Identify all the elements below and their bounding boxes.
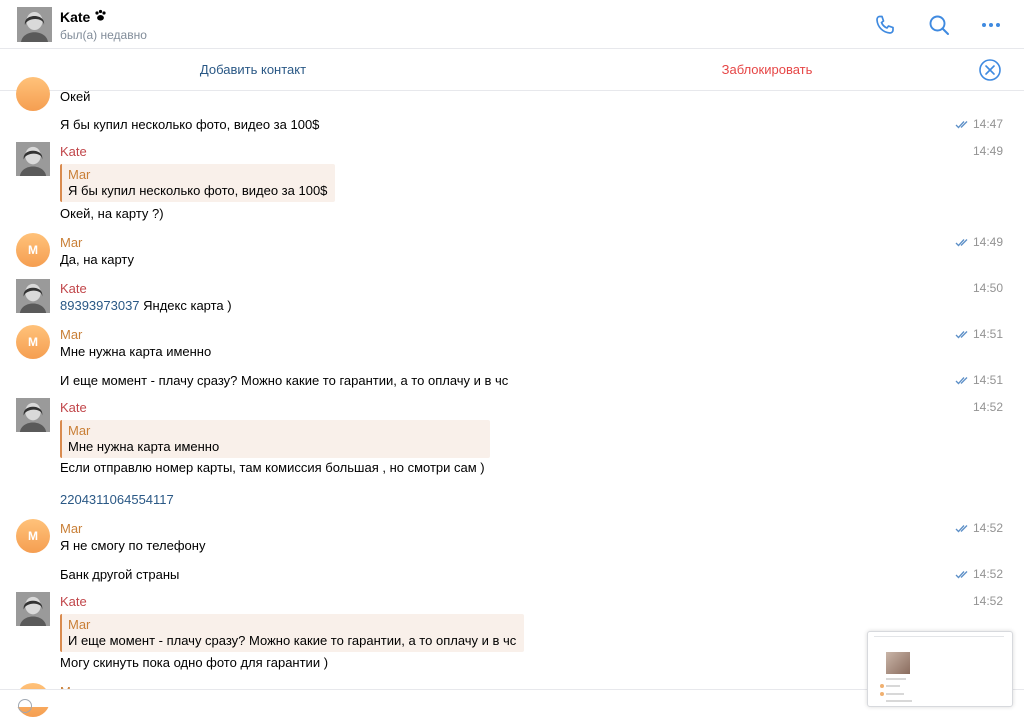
message-time <box>973 281 1003 295</box>
thumbnail-dot <box>880 684 884 688</box>
thumbnail-line <box>886 678 906 680</box>
message-author[interactable]: Kate <box>60 144 87 159</box>
quote-text: Я бы купил несколько фото, видео за 100$ <box>68 183 328 198</box>
thumbnail-line <box>886 685 900 687</box>
paw-icon <box>94 9 107 25</box>
message-time <box>973 400 1003 414</box>
message-time <box>955 567 1003 581</box>
message-text: Могу скинуть пока одно фото для гарантии ) <box>60 655 329 670</box>
avatar[interactable] <box>16 398 50 432</box>
double-check-icon <box>955 524 970 533</box>
thumbnail-dot <box>880 692 884 696</box>
message-text: И еще момент - плачу сразу? Можно какие то гарантии, а то оплачу и в чс <box>60 373 509 388</box>
contact-status: был(а) недавно <box>60 28 147 42</box>
contact-action-bar <box>0 49 1024 91</box>
avatar[interactable]: M <box>16 233 50 267</box>
block-button[interactable]: Заблокировать <box>721 62 813 77</box>
quote-text: Мне нужна карта именно <box>68 439 220 454</box>
avatar[interactable] <box>16 77 50 111</box>
quote-author: Mar <box>68 423 91 438</box>
reply-quote[interactable] <box>60 164 335 202</box>
add-contact-button[interactable]: Добавить контакт <box>199 62 307 77</box>
double-check-icon <box>955 120 970 129</box>
thumbnail-divider <box>874 636 1004 637</box>
double-check-icon <box>955 376 970 385</box>
message-text: Да, на карту <box>60 252 135 267</box>
card-number-link[interactable]: 2204311064554117 <box>60 492 174 507</box>
message-text: Мне нужна карта именно <box>60 344 212 359</box>
time-label: 14:49 <box>972 144 1003 158</box>
contact-name[interactable]: Kate <box>60 9 91 25</box>
avatar[interactable]: M <box>16 325 50 359</box>
message-author[interactable]: Kate <box>60 400 87 415</box>
message-time <box>955 235 1003 249</box>
message-text: Банк другой страны <box>60 567 180 582</box>
message-time <box>973 144 1003 158</box>
time-label: 14:51 <box>972 327 1003 341</box>
avatar[interactable] <box>16 279 50 313</box>
time-label: 14:47 <box>972 117 1003 131</box>
reply-quote[interactable] <box>60 420 490 458</box>
quote-author: Mar <box>68 617 91 632</box>
time-label: 14:50 <box>972 281 1003 295</box>
thumbnail-line <box>886 700 912 702</box>
time-label: 14:52 <box>972 400 1003 414</box>
phone-link[interactable]: 89393973037 <box>60 298 140 313</box>
time-label: 14:51 <box>972 373 1003 387</box>
message-text: Окей, на карту ?) <box>60 206 164 221</box>
message-time <box>955 373 1003 387</box>
contact-name-row[interactable] <box>60 9 107 25</box>
avatar[interactable]: M <box>16 519 50 553</box>
quote-text: И еще момент - плачу сразу? Можно какие то гарантии, а то оплачу и в чс <box>68 633 517 648</box>
quote-author: Mar <box>68 167 91 182</box>
phone-icon[interactable] <box>873 13 897 37</box>
attach-icon[interactable] <box>18 699 32 713</box>
message-text: Окей <box>60 89 91 104</box>
double-check-icon <box>955 238 970 247</box>
contact-avatar[interactable] <box>17 7 52 42</box>
message-text <box>60 298 232 313</box>
message-author[interactable]: Mar <box>60 235 83 250</box>
message-text: Я бы купил несколько фото, видео за 100$ <box>60 117 320 132</box>
search-icon[interactable] <box>927 13 951 37</box>
time-label: 14:52 <box>972 567 1003 581</box>
time-label: 14:52 <box>972 521 1003 535</box>
message-author[interactable]: Kate <box>60 594 87 609</box>
reply-quote[interactable] <box>60 614 524 652</box>
time-label: 14:52 <box>972 594 1003 608</box>
avatar[interactable] <box>16 592 50 626</box>
message-author[interactable]: Mar <box>60 327 83 342</box>
message-time <box>955 327 1003 341</box>
message-time <box>955 117 1003 131</box>
double-check-icon <box>955 330 970 339</box>
thumbnail-photo <box>886 652 910 674</box>
message-text: Я не смогу по телефону <box>60 538 206 553</box>
close-icon[interactable] <box>978 58 1002 82</box>
thumbnail-line <box>886 693 904 695</box>
message-time <box>973 594 1003 608</box>
message-history[interactable] <box>0 91 1024 689</box>
message-author[interactable]: Mar <box>60 521 83 536</box>
avatar[interactable] <box>16 142 50 176</box>
more-icon[interactable] <box>979 13 1003 37</box>
screenshot-thumbnail[interactable] <box>867 631 1013 707</box>
double-check-icon <box>955 570 970 579</box>
message-time <box>955 521 1003 535</box>
chat-header <box>0 0 1024 49</box>
message-text: Если отправлю номер карты, там комиссия большая , но смотри сам ) <box>60 460 485 475</box>
time-label: 14:49 <box>972 235 1003 249</box>
message-text-tail: Яндекс карта ) <box>139 298 232 313</box>
message-author[interactable]: Kate <box>60 281 87 296</box>
